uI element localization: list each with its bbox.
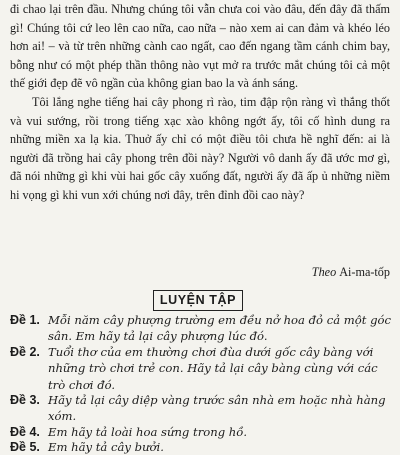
exercise-text: Hãy tả lại cây diệp vàng trước sân nhà em hoặc nhà hàng xóm. xyxy=(48,392,386,424)
exercise-label: Đề 1. xyxy=(10,313,40,327)
passage-paragraph-1: đi chao lại trên đầu. Nhưng chúng tôi vẫn chưa coi vào đâu, đến đây đã thấm gì! Chúng tôi cứ leo lên cao nữa, cao nữa – nào xem ai can đảm và khéo léo hơn ai! – và từ trên những cành cao ngất, cao đến ngang tầm cánh chim bay, bỗng như có một phép thần thông nào vụt mở ra trước mắt chúng tôi cả một thế giới đẹp đẽ vô ngần của không gian bao la và ánh sáng. xyxy=(10,2,390,91)
source-author: Ai-ma-tốp xyxy=(339,265,390,279)
reading-passage xyxy=(10,0,390,205)
section-title: LUYỆN TẬP xyxy=(153,290,243,311)
exercise-4 xyxy=(10,424,395,440)
exercise-text: Em hãy tả loài hoa sứng trong hồ. xyxy=(48,424,248,439)
exercise-text: Em hãy tả cây bưởi. xyxy=(48,440,164,454)
exercise-text: Tuổi thơ của em thường chơi đùa dưới gốc cây bàng với những trò chơi trẻ con. Hãy tả lại cây bàng cùng với các trò chơi đó. xyxy=(48,344,378,392)
passage-paragraph-2: Tôi lắng nghe tiếng hai cây phong rì rào, tim đập rộn ràng vì thắng thốt và vui sướng, rồi trong tiếng xạc xào không ngớt ấy, tôi cố hình dung ra những miền xa lạ kia. Thuở ấy chỉ có một điều tôi chưa hề nghĩ đến: ai là người đã trồng hai cây phong trên đồi này? Người vô danh ấy đã ước mơ gì, đã nói những gì khi vùi hai gốc cây xuống đất, người ấy đã ấp ủ những niềm hi vọng gì khi vun xới chúng nơi đây, trên đỉnh đồi cao này? xyxy=(10,94,390,202)
exercise-3 xyxy=(10,392,395,425)
exercise-label: Đề 5. xyxy=(10,440,40,454)
exercise-text: Mỗi năm cây phượng trường em đều nở hoa đỏ cả một góc sân. Em hãy tả lại cây phượng lúc đó. xyxy=(48,313,392,344)
exercise-1 xyxy=(10,312,395,345)
exercise-label: Đề 2. xyxy=(10,344,40,359)
exercise-5 xyxy=(10,439,395,455)
exercise-label: Đề 4. xyxy=(10,424,40,439)
passage-source xyxy=(312,265,390,280)
exercise-label: Đề 3. xyxy=(10,392,40,407)
source-prefix: Theo xyxy=(311,265,337,279)
exercise-2 xyxy=(10,344,395,393)
